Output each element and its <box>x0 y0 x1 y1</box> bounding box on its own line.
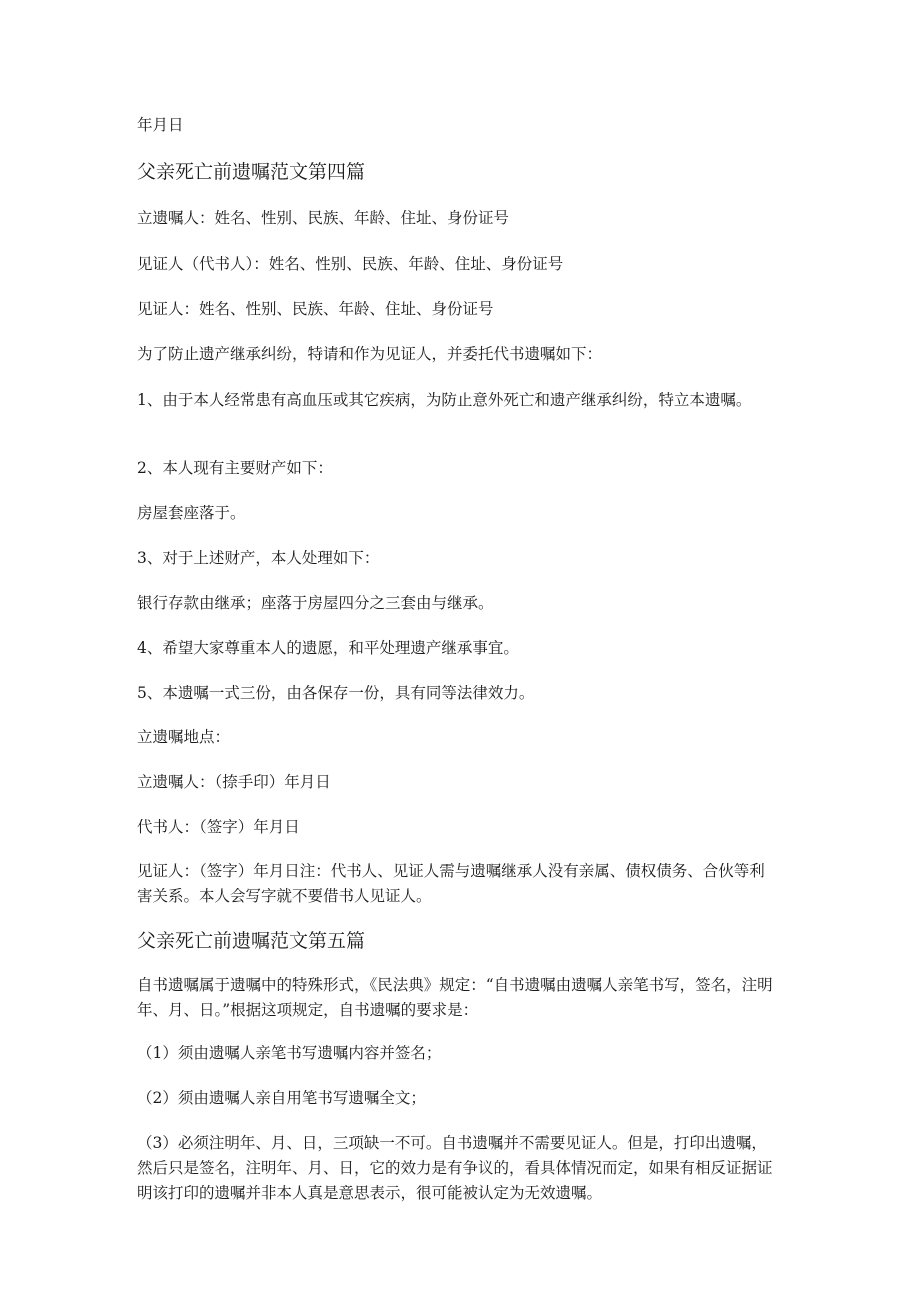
paragraph: 1、由于本人经常患有高血压或其它疾病，为防止意外死亡和遗产继承纠纷，特立本遗嘱。 <box>137 391 752 409</box>
section-heading-5: 父亲死亡前遗嘱范文第五篇 <box>137 930 366 952</box>
paragraph: （1）须由遗嘱人亲笔书写遗嘱内容并签名； <box>137 1044 442 1062</box>
paragraph: 见证人：姓名、性别、民族、年龄、住址、身份证号 <box>137 300 494 318</box>
paragraph: 见证人（代书人）：姓名、性别、民族、年龄、住址、身份证号 <box>137 255 564 273</box>
paragraph: 见证人：（签字）年月日注：代书人、见证人需与遗嘱继承人没有亲属、债权债务、合伙等利害关系。本人会写字就不要借书人见证人。 <box>137 862 765 905</box>
date-line: 年月日 <box>137 116 184 134</box>
paragraph: 代书人：（签字）年月日 <box>137 818 300 836</box>
section-heading-4: 父亲死亡前遗嘱范文第四篇 <box>137 161 366 183</box>
paragraph: 立遗嘱地点： <box>137 728 231 746</box>
paragraph: 立遗嘱人：姓名、性别、民族、年龄、住址、身份证号 <box>137 209 510 227</box>
paragraph: 为了防止遗产继承纠纷，特请和作为见证人，并委托代书遗嘱如下： <box>137 345 603 363</box>
paragraph: 房屋套座落于。 <box>137 504 246 522</box>
paragraph: 2、本人现有主要财产如下： <box>137 459 333 477</box>
paragraph: 3、对于上述财产，本人处理如下： <box>137 549 380 567</box>
paragraph: （3）必须注明年、月、日，三项缺一不可。自书遗嘱并不需要见证人。但是，打印出遗嘱，然后只是签名，注明年、月、日，它的效力是有争议的，看具体情况而定，如果有相反证据证明该打印的遗嘱并非本人真是意思表示，很可能被认定为无效遗嘱。 <box>137 1134 773 1202</box>
paragraph: 4、希望大家尊重本人的遗愿，和平处理遗产继承事宜。 <box>137 639 519 657</box>
paragraph: 立遗嘱人：（捺手印）年月日 <box>137 773 331 791</box>
paragraph: 自书遗嘱属于遗嘱中的特殊形式，《民法典》规定：“自书遗嘱由遗嘱人亲笔书写，签名，注明年、月、日。”根据这项规定，自书遗嘱的要求是： <box>137 976 773 1019</box>
paragraph: 5、本遗嘱一式三份，由各保存一份，具有同等法律效力。 <box>137 684 535 702</box>
paragraph: （2）须由遗嘱人亲自用笔书写遗嘱全文； <box>137 1089 426 1107</box>
paragraph: 银行存款由继承；座落于房屋四分之三套由与继承。 <box>137 594 494 612</box>
